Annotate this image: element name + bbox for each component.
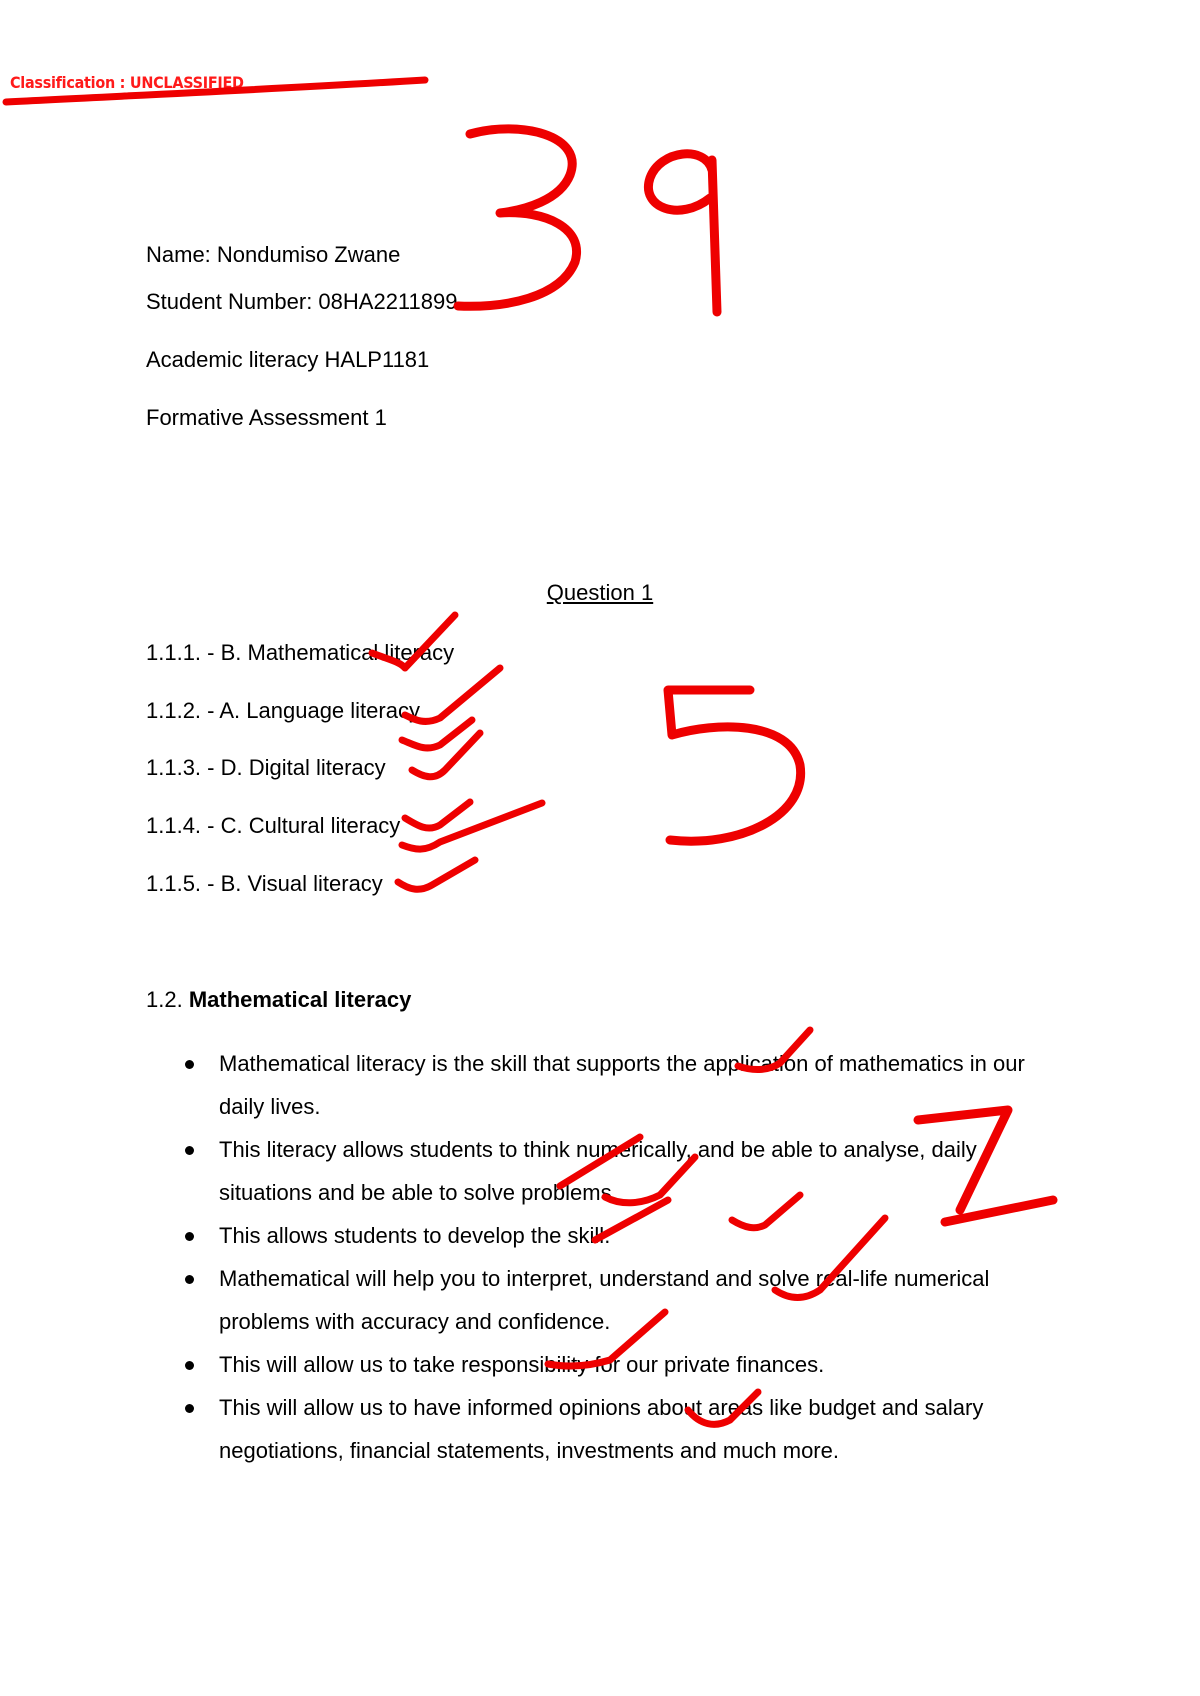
assessment-title: Formative Assessment 1 xyxy=(146,405,387,430)
bullet-item: This allows students to develop the skill. xyxy=(175,1214,1075,1257)
answer-1-1-3: 1.1.3. - D. Digital literacy xyxy=(146,755,386,780)
bullet-item: This will allow us to have informed opinions about areas like budget and salary negotiations, financial statements, investments and much more. xyxy=(175,1386,1075,1472)
total-score-39-mark xyxy=(458,129,717,312)
course-title: Academic literacy HALP1181 xyxy=(146,347,430,372)
bullet-item: Mathematical literacy is the skill that supports the application of mathematics in our daily lives. xyxy=(175,1042,1075,1128)
student-number: Student Number: 08HA2211899 xyxy=(146,289,458,314)
answer-1-1-2: 1.1.2. - A. Language literacy xyxy=(146,698,420,723)
answer-1-1-1: 1.1.1. - B. Mathematical literacy xyxy=(146,640,455,665)
q1-1-score-5-mark xyxy=(668,690,801,841)
bullet-item: Mathematical will help you to interpret, understand and solve real-life numerical problems with accuracy and confidence. xyxy=(175,1257,1075,1343)
section-1-2-title: Mathematical literacy xyxy=(188,987,412,1012)
bullet-item: This literacy allows students to think numerically, and be able to analyse, daily situations and be able to solve problems. xyxy=(175,1128,1075,1214)
section-1-2-number: 1.2. xyxy=(146,987,189,1012)
student-name: Name: Nondumiso Zwane xyxy=(146,242,401,267)
bullet-item: This will allow us to take responsibility for our private finances. xyxy=(175,1343,1075,1386)
section-1-2-heading xyxy=(146,987,411,1013)
question-heading: Question 1 xyxy=(546,580,654,605)
classification-label: Classification : UNCLASSIFIED xyxy=(10,73,244,92)
section-1-2-bullet-list xyxy=(175,1042,1075,1472)
answer-1-1-5: 1.1.5. - B. Visual literacy xyxy=(146,871,383,896)
answer-1-1-4: 1.1.4. - C. Cultural literacy xyxy=(146,813,401,838)
